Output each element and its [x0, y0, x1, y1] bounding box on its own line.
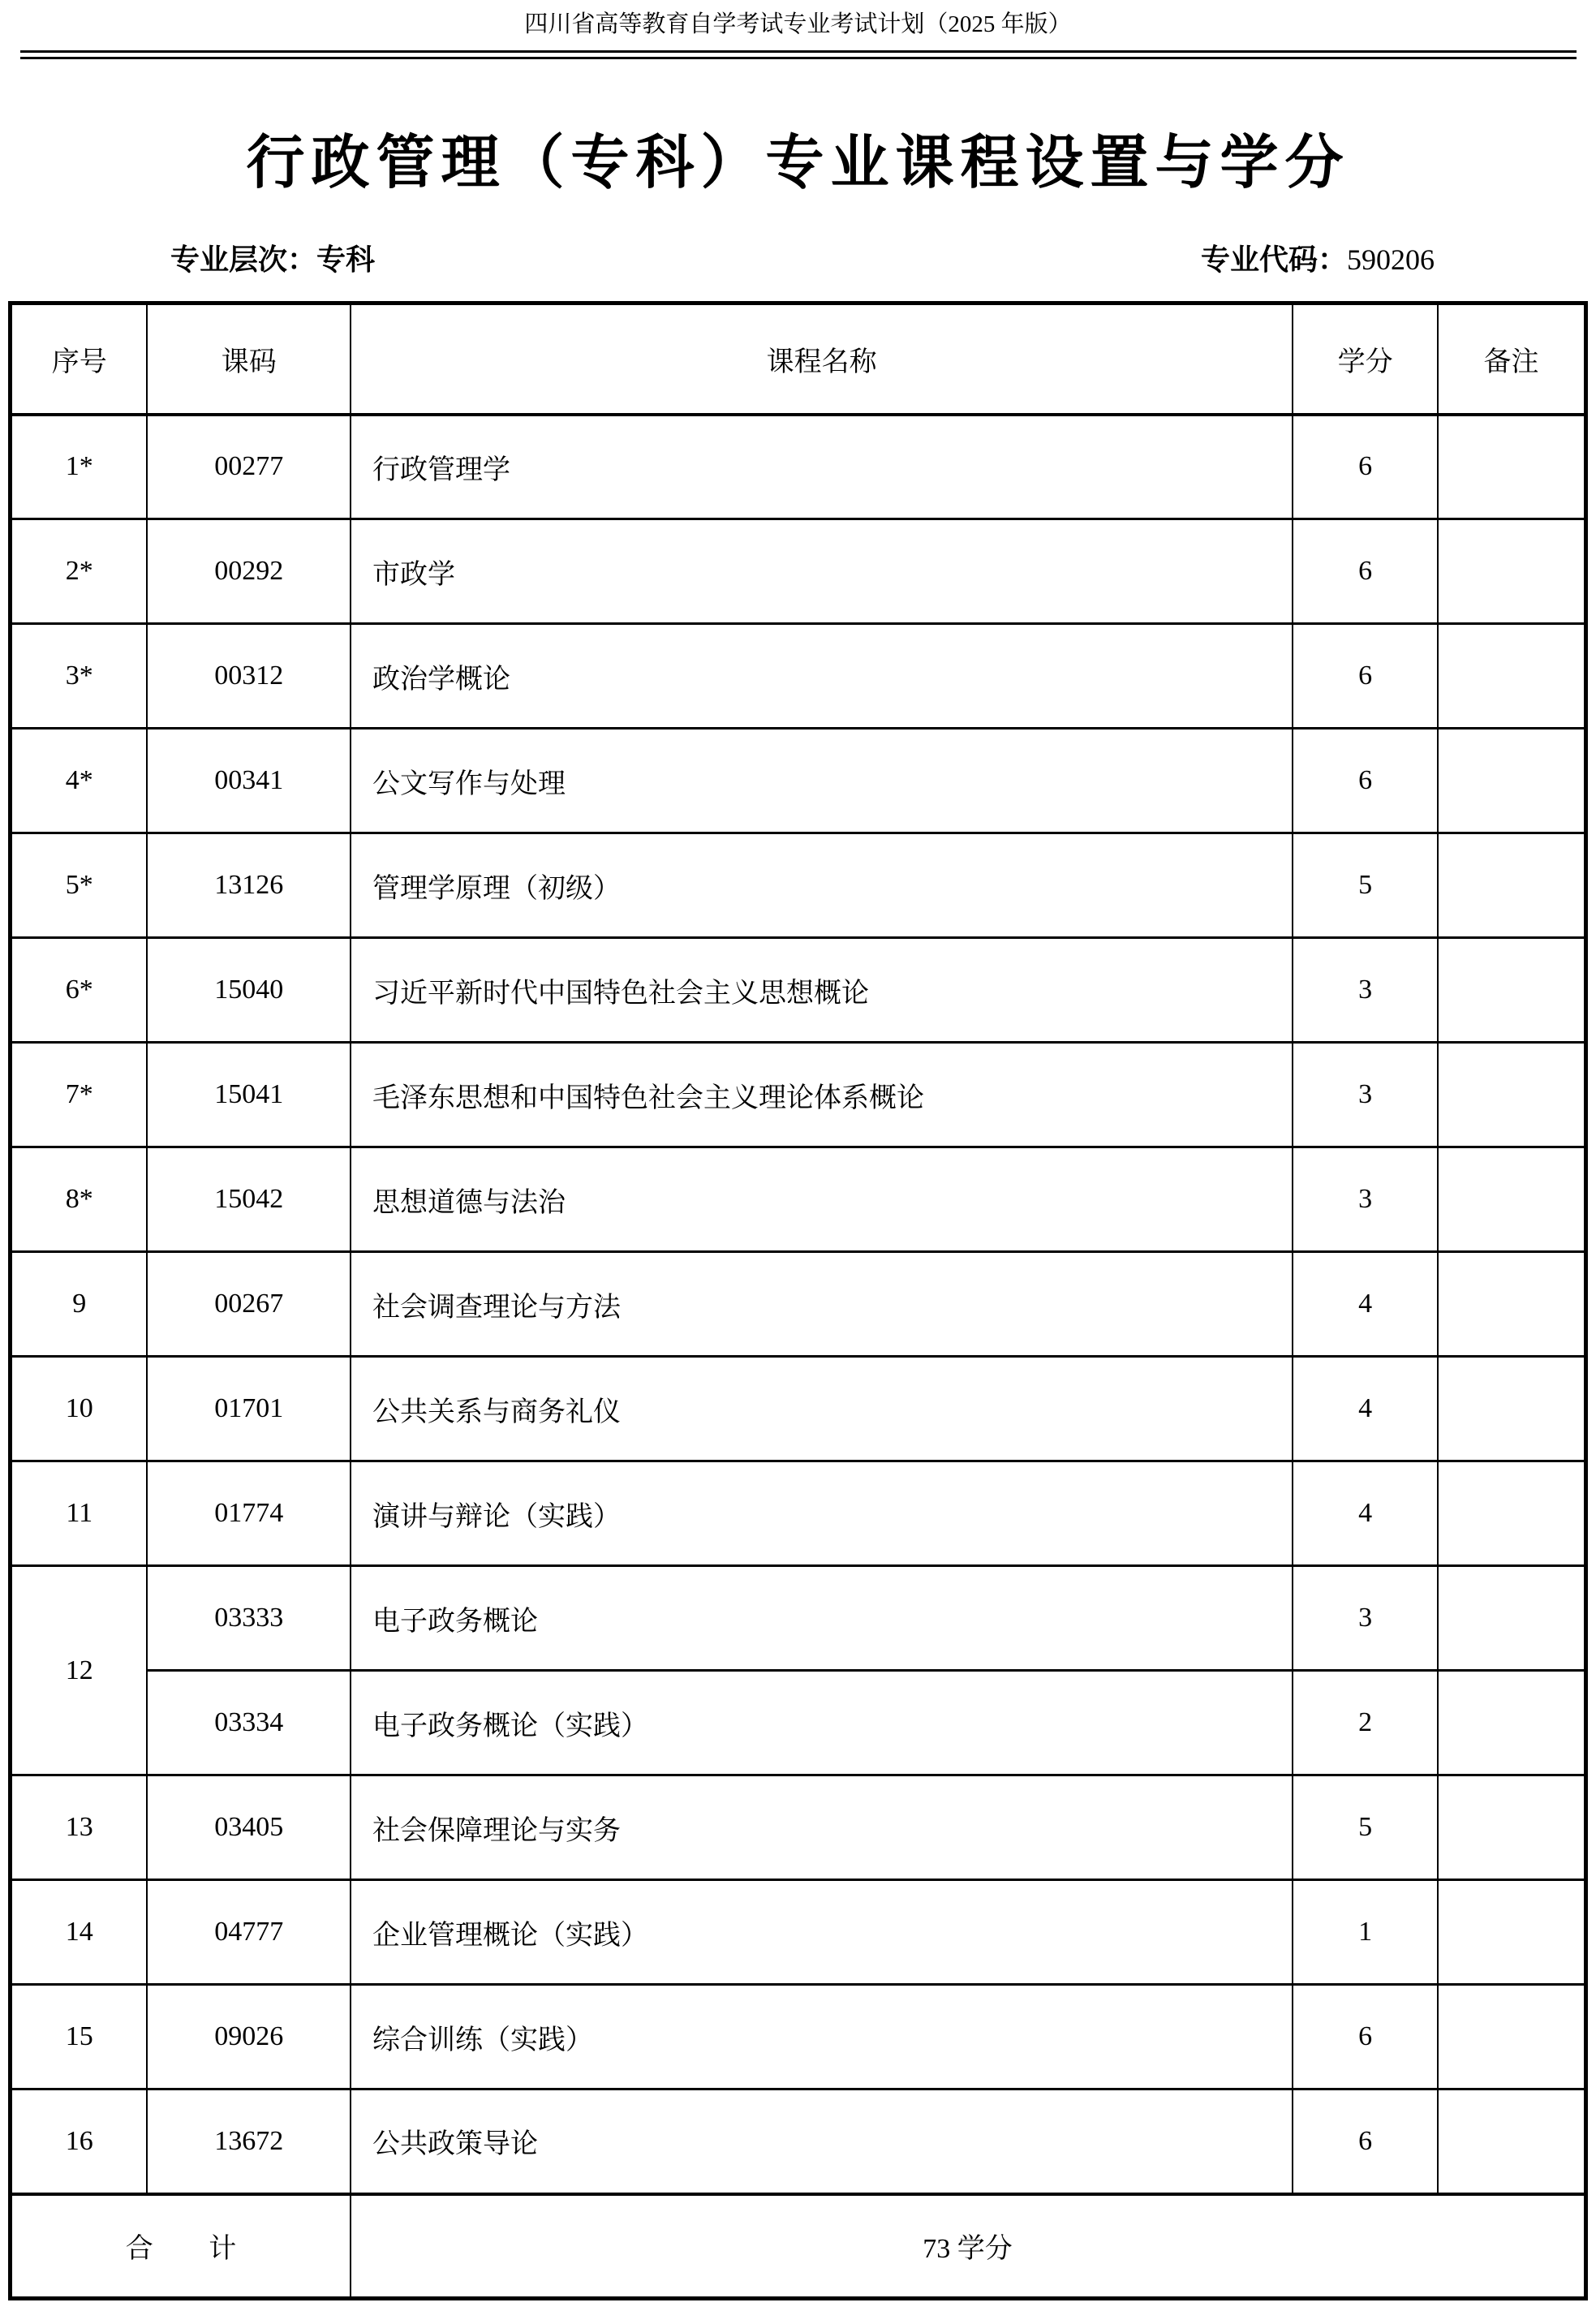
- row-code: 00312: [147, 624, 351, 729]
- row-code: 01774: [147, 1461, 351, 1566]
- row-no: 5*: [11, 833, 148, 938]
- row-note: [1438, 1252, 1586, 1357]
- row-course-name: 公共关系与商务礼仪: [351, 1357, 1293, 1461]
- major-level: [170, 241, 375, 278]
- total-credits-value: 73 学分: [351, 2194, 1586, 2299]
- row-credits: 6: [1293, 415, 1438, 519]
- column-header-no: 序号: [11, 303, 148, 415]
- major-level-value: 专科: [316, 243, 376, 276]
- row-no: 15: [11, 1985, 148, 2089]
- row-no: 11: [11, 1461, 148, 1566]
- row-credits: 5: [1293, 1775, 1438, 1880]
- row-course-name: 政治学概论: [351, 624, 1293, 729]
- row-code: 03334: [147, 1671, 351, 1775]
- row-course-name: 行政管理学: [351, 415, 1293, 519]
- table-row: [11, 1880, 1586, 1985]
- row-note: [1438, 729, 1586, 833]
- row-note: [1438, 833, 1586, 938]
- column-header-note: 备注: [1438, 303, 1586, 415]
- row-code: 15040: [147, 938, 351, 1043]
- row-no: 2*: [11, 519, 148, 624]
- row-course-name: 管理学原理（初级）: [351, 833, 1293, 938]
- row-note: [1438, 1357, 1586, 1461]
- major-level-label: 专业层次：: [170, 243, 317, 276]
- row-course-name: 思想道德与法治: [351, 1147, 1293, 1252]
- total-row: [11, 2194, 1586, 2299]
- table-row: [11, 624, 1586, 729]
- course-table: [8, 301, 1588, 2300]
- row-credits: 6: [1293, 1985, 1438, 2089]
- row-code: 13672: [147, 2089, 351, 2194]
- row-credits: 6: [1293, 624, 1438, 729]
- row-course-name: 市政学: [351, 519, 1293, 624]
- row-note: [1438, 1775, 1586, 1880]
- column-header-course-name: 课程名称: [351, 303, 1293, 415]
- row-note: [1438, 2089, 1586, 2194]
- meta-row: [0, 241, 1596, 278]
- row-credits: 3: [1293, 938, 1438, 1043]
- double-rule-divider: [20, 50, 1577, 59]
- page-header: 四川省高等教育自学考试专业考试计划（2025 年版）: [524, 11, 1072, 37]
- table-row: [11, 1043, 1586, 1147]
- row-no: 4*: [11, 729, 148, 833]
- row-code: 15041: [147, 1043, 351, 1147]
- row-note: [1438, 1043, 1586, 1147]
- row-note: [1438, 1461, 1586, 1566]
- row-note: [1438, 1147, 1586, 1252]
- row-note: [1438, 938, 1586, 1043]
- row-note: [1438, 415, 1586, 519]
- row-no: 3*: [11, 624, 148, 729]
- row-code: 00292: [147, 519, 351, 624]
- row-no: 8*: [11, 1147, 148, 1252]
- row-credits: 4: [1293, 1252, 1438, 1357]
- table-row: [11, 1461, 1586, 1566]
- row-course-name: 毛泽东思想和中国特色社会主义理论体系概论: [351, 1043, 1293, 1147]
- row-course-name: 公文写作与处理: [351, 729, 1293, 833]
- row-credits: 6: [1293, 2089, 1438, 2194]
- major-code-value: 590206: [1347, 243, 1435, 276]
- row-note: [1438, 624, 1586, 729]
- row-note: [1438, 1566, 1586, 1671]
- row-note: [1438, 1985, 1586, 2089]
- row-credits: 4: [1293, 1357, 1438, 1461]
- row-code: 04777: [147, 1880, 351, 1985]
- column-header-code: 课码: [147, 303, 351, 415]
- row-code: 03405: [147, 1775, 351, 1880]
- row-course-name: 社会调查理论与方法: [351, 1252, 1293, 1357]
- table-header-row: [11, 303, 1586, 415]
- row-course-name: 企业管理概论（实践）: [351, 1880, 1293, 1985]
- row-course-name: 综合训练（实践）: [351, 1985, 1293, 2089]
- row-code: 15042: [147, 1147, 351, 1252]
- row-course-name: 公共政策导论: [351, 2089, 1293, 2194]
- row-no: 1*: [11, 415, 148, 519]
- table-row: [11, 1775, 1586, 1880]
- table-row: [11, 1671, 1586, 1775]
- row-course-name: 社会保障理论与实务: [351, 1775, 1293, 1880]
- row-credits: 6: [1293, 519, 1438, 624]
- row-code: 00341: [147, 729, 351, 833]
- row-no: 13: [11, 1775, 148, 1880]
- table-row: [11, 833, 1586, 938]
- row-note: [1438, 519, 1586, 624]
- row-no: 6*: [11, 938, 148, 1043]
- column-header-credits: 学分: [1293, 303, 1438, 415]
- row-no: 10: [11, 1357, 148, 1461]
- row-credits: 3: [1293, 1043, 1438, 1147]
- table-row: [11, 1357, 1586, 1461]
- row-no: 7*: [11, 1043, 148, 1147]
- row-note: [1438, 1880, 1586, 1985]
- row-credits: 4: [1293, 1461, 1438, 1566]
- table-row: [11, 2089, 1586, 2194]
- table-row: [11, 415, 1586, 519]
- table-row: [11, 1566, 1586, 1671]
- row-code: 09026: [147, 1985, 351, 2089]
- total-label: 合 计: [11, 2194, 351, 2299]
- row-note: [1438, 1671, 1586, 1775]
- row-credits: 1: [1293, 1880, 1438, 1985]
- row-no: 9: [11, 1252, 148, 1357]
- row-course-name: 电子政务概论: [351, 1566, 1293, 1671]
- page-title: 行政管理（专科）专业课程设置与学分: [246, 131, 1350, 196]
- row-credits: 5: [1293, 833, 1438, 938]
- row-code: 13126: [147, 833, 351, 938]
- row-no: 16: [11, 2089, 148, 2194]
- table-row: [11, 1147, 1586, 1252]
- table-row: [11, 1985, 1586, 2089]
- table-row: [11, 729, 1586, 833]
- row-code: 01701: [147, 1357, 351, 1461]
- row-no: 14: [11, 1880, 148, 1985]
- row-credits: 3: [1293, 1147, 1438, 1252]
- row-course-name: 习近平新时代中国特色社会主义思想概论: [351, 938, 1293, 1043]
- major-code-label: 专业代码：: [1200, 243, 1347, 276]
- row-course-name: 电子政务概论（实践）: [351, 1671, 1293, 1775]
- row-credits: 6: [1293, 729, 1438, 833]
- row-code: 03333: [147, 1566, 351, 1671]
- major-code: [1201, 241, 1435, 278]
- row-credits: 3: [1293, 1566, 1438, 1671]
- row-code: 00267: [147, 1252, 351, 1357]
- table-row: [11, 1252, 1586, 1357]
- row-credits: 2: [1293, 1671, 1438, 1775]
- table-row: [11, 938, 1586, 1043]
- table-row: [11, 519, 1586, 624]
- row-course-name: 演讲与辩论（实践）: [351, 1461, 1293, 1566]
- row-code: 00277: [147, 415, 351, 519]
- row-no-merged: 12: [11, 1566, 148, 1775]
